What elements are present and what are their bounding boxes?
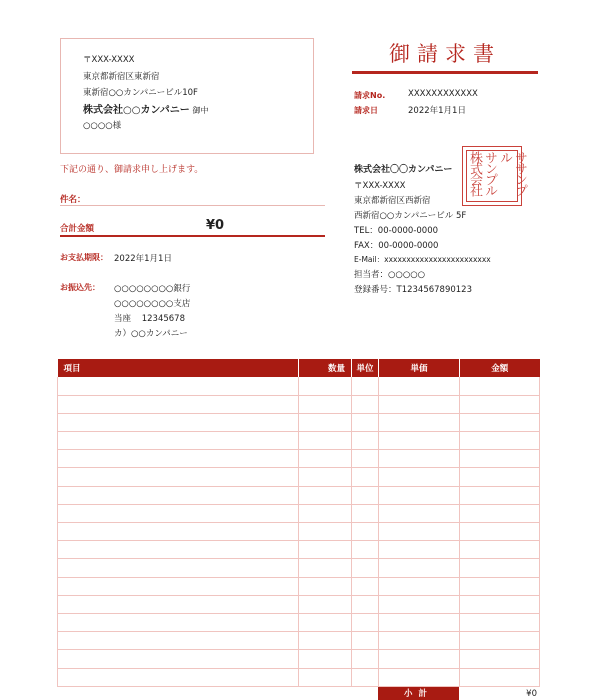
table-cell [58, 577, 299, 595]
table-cell [352, 468, 379, 486]
header-amount: 金額 [460, 359, 540, 377]
table-row [58, 577, 540, 595]
table-cell [379, 486, 460, 504]
table-cell [58, 450, 299, 468]
table-cell [299, 613, 352, 631]
subject-label: 件名： [60, 195, 86, 205]
table-cell [379, 668, 460, 686]
line-items-table [57, 359, 540, 687]
table-cell [460, 413, 540, 431]
table-cell [299, 559, 352, 577]
seal-column-3: 株式会社 [467, 151, 482, 195]
table-row [58, 432, 540, 450]
table-cell [299, 468, 352, 486]
table-body [58, 377, 540, 686]
subject-underline [60, 205, 325, 206]
company-seal-stamp [462, 146, 527, 206]
table-cell [352, 413, 379, 431]
table-cell [460, 504, 540, 522]
issuer-tel: TEL：00-0000-0000 [354, 226, 439, 236]
table-cell [299, 523, 352, 541]
table-cell [58, 395, 299, 413]
table-cell [352, 450, 379, 468]
table-row [58, 468, 540, 486]
subtotal-amount: ¥0 [526, 689, 537, 699]
table-cell [352, 595, 379, 613]
table-cell [58, 413, 299, 431]
table-cell [352, 668, 379, 686]
table-row [58, 504, 540, 522]
table-cell [460, 486, 540, 504]
table-cell [58, 486, 299, 504]
table-cell [352, 541, 379, 559]
table-cell [58, 650, 299, 668]
table-cell [299, 632, 352, 650]
table-cell [58, 613, 299, 631]
recipient-company-line [83, 101, 208, 116]
table-cell [379, 432, 460, 450]
table-cell [379, 395, 460, 413]
recipient-person: ○○○○様 [83, 121, 122, 131]
invoice-date-label: 請求日 [354, 106, 378, 115]
table-row [58, 595, 540, 613]
table-cell [460, 432, 540, 450]
table-cell [58, 632, 299, 650]
header-unit-price: 単価 [379, 359, 460, 377]
bank-name: ○○○○○○○○銀行 [114, 284, 191, 294]
table-cell [352, 632, 379, 650]
header-quantity: 数量 [299, 359, 352, 377]
bank-account [114, 312, 185, 324]
recipient-company: 株式会社○○カンパニー [83, 105, 190, 116]
table-cell [379, 523, 460, 541]
seal-inner-border [466, 150, 527, 202]
table-cell [58, 559, 299, 577]
issuer-company: 株式会社〇〇カンパニー [354, 165, 453, 175]
due-date: 2022年1月1日 [114, 254, 172, 264]
table-cell [379, 450, 460, 468]
table-cell [352, 650, 379, 668]
table-cell [58, 432, 299, 450]
table-row [58, 668, 540, 686]
table-cell [299, 432, 352, 450]
table-row [58, 450, 540, 468]
table-row [58, 395, 540, 413]
table-row [58, 486, 540, 504]
recipient-honorific: 御中 [192, 106, 209, 115]
total-label: 合計金額 [60, 224, 95, 234]
table-header-row [58, 359, 540, 377]
table-cell [379, 504, 460, 522]
table-row [58, 632, 540, 650]
table-cell [460, 613, 540, 631]
table-cell [352, 523, 379, 541]
table-cell [460, 632, 540, 650]
table-cell [299, 595, 352, 613]
bank-branch: ○○○○○○○○支店 [114, 299, 191, 309]
table-cell [58, 595, 299, 613]
table-cell [352, 432, 379, 450]
table-cell [58, 523, 299, 541]
table-cell [58, 541, 299, 559]
table-cell [379, 595, 460, 613]
due-date-label: お支払期限： [60, 253, 108, 262]
seal-column-1: ササンプル [497, 151, 527, 195]
table-cell [58, 668, 299, 686]
bank-account-holder: カ）○○カンパニー [114, 329, 188, 339]
table-cell [379, 468, 460, 486]
table-cell [460, 595, 540, 613]
table-row [58, 650, 540, 668]
recipient-address-box [60, 38, 314, 154]
table-row [58, 613, 540, 631]
table-cell [299, 650, 352, 668]
table-cell [460, 523, 540, 541]
table-cell [460, 395, 540, 413]
table-cell [460, 377, 540, 395]
recipient-postal: 〒XXX-XXXX [83, 55, 135, 65]
table-cell [352, 613, 379, 631]
table-row [58, 413, 540, 431]
table-cell [352, 559, 379, 577]
table-cell [460, 450, 540, 468]
issuer-email: E-Mail：xxxxxxxxxxxxxxxxxxxxxxxx [354, 255, 491, 264]
table-row [58, 523, 540, 541]
intro-text: 下記の通り、御請求申し上げます。 [60, 165, 204, 175]
issuer-address-1: 東京都新宿区西新宿 [354, 196, 431, 206]
subtotal-label: 小計 [378, 687, 459, 700]
table-cell [460, 650, 540, 668]
issuer-postal: 〒XXX-XXXX [354, 181, 406, 191]
bank-account-type: 当座 [114, 314, 132, 324]
issuer-person: 担当者：○○○○○ [354, 270, 426, 280]
table-cell [299, 450, 352, 468]
table-cell [299, 541, 352, 559]
table-cell [352, 377, 379, 395]
table-cell [299, 504, 352, 522]
title-underline [352, 71, 538, 74]
recipient-address-2: 東新宿○○カンパニービル10F [83, 88, 198, 98]
invoice-no-label: 請求No. [354, 91, 386, 100]
table-cell [352, 504, 379, 522]
bank-label: お振込先： [60, 283, 100, 292]
header-item: 項目 [58, 359, 299, 377]
table-cell [299, 577, 352, 595]
table-cell [379, 377, 460, 395]
table-cell [352, 395, 379, 413]
issuer-fax: FAX：00-0000-0000 [354, 241, 439, 251]
table-cell [299, 413, 352, 431]
table-cell [299, 668, 352, 686]
table-cell [460, 577, 540, 595]
total-amount: ¥0 [206, 218, 225, 233]
table-cell [299, 377, 352, 395]
table-cell [379, 413, 460, 431]
header-unit: 単位 [352, 359, 379, 377]
table-cell [299, 395, 352, 413]
table-cell [379, 650, 460, 668]
table-cell [379, 632, 460, 650]
total-underline [60, 235, 325, 237]
table-cell [58, 377, 299, 395]
table-cell [379, 541, 460, 559]
table-cell [352, 486, 379, 504]
table-cell [58, 504, 299, 522]
table-cell [379, 613, 460, 631]
issuer-registration: 登録番号：T1234567890123 [354, 285, 472, 295]
document-title: 御請求書 [389, 42, 501, 66]
table-row [58, 377, 540, 395]
bank-account-number: 12345678 [141, 314, 185, 324]
seal-column-2: サンプル [482, 151, 497, 195]
table-cell [299, 486, 352, 504]
table-cell [460, 468, 540, 486]
issuer-address-2: 西新宿○○カンパニービル 5F [354, 211, 467, 221]
table-cell [460, 559, 540, 577]
table-cell [58, 468, 299, 486]
table-cell [460, 541, 540, 559]
table-row [58, 541, 540, 559]
recipient-address-1: 東京都新宿区東新宿 [83, 72, 160, 82]
invoice-date: 2022年1月1日 [408, 106, 466, 116]
table-row [58, 559, 540, 577]
table-cell [379, 559, 460, 577]
table-cell [352, 577, 379, 595]
table-cell [379, 577, 460, 595]
table-cell [460, 668, 540, 686]
invoice-no: XXXXXXXXXXXX [408, 89, 478, 99]
